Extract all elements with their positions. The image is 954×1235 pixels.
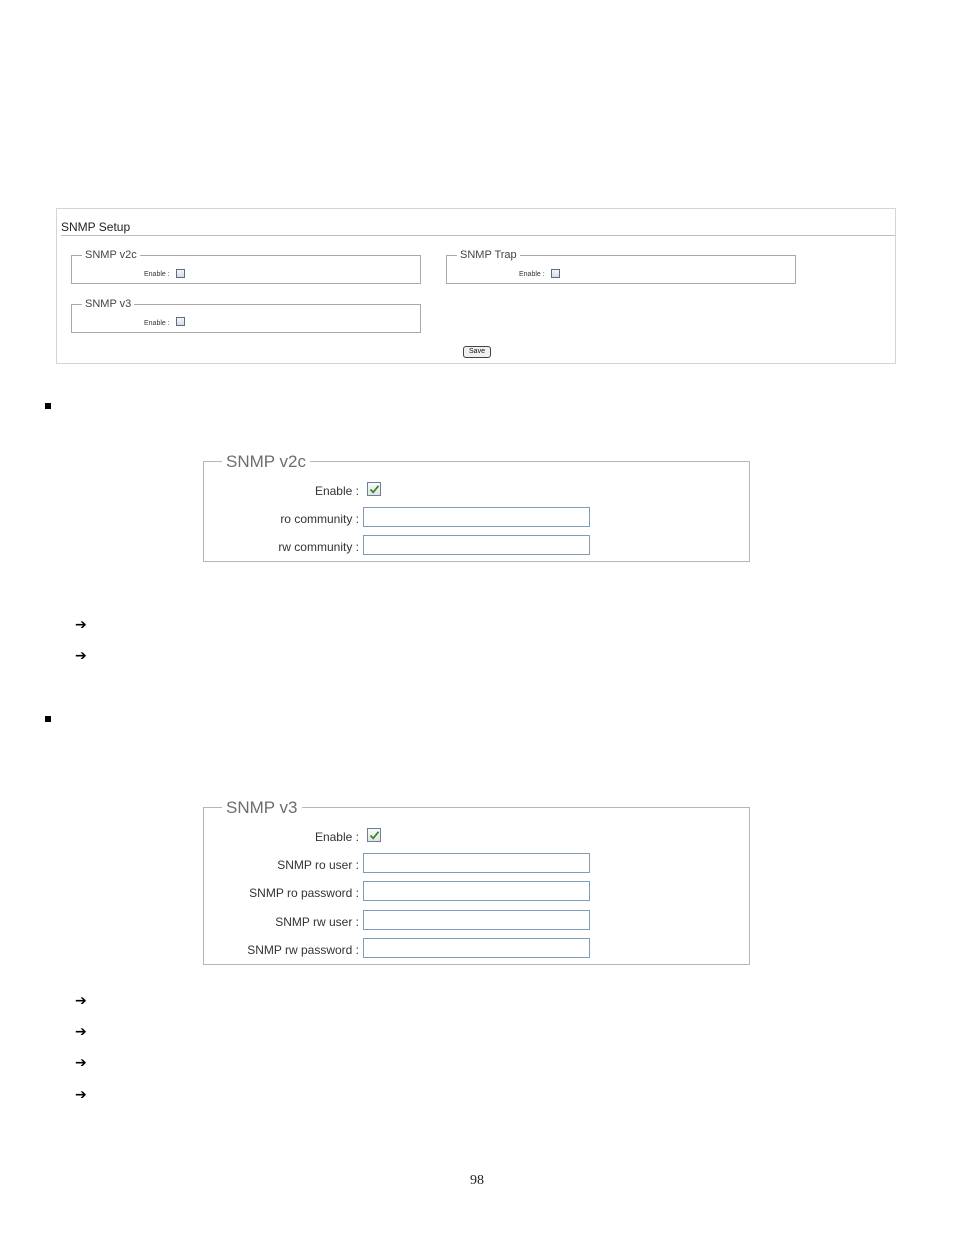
- arrow-right-icon: ➔: [75, 1024, 87, 1040]
- snmp-v3-fieldset: [71, 298, 421, 333]
- v2c-enable-label: Enable :: [314, 484, 359, 498]
- v3-enable-checkbox[interactable]: [367, 828, 381, 842]
- ro-community-input[interactable]: [363, 507, 590, 527]
- snmp-ro-password-input[interactable]: [363, 881, 590, 901]
- arrow-right-icon: ➔: [75, 993, 87, 1009]
- snmp-rw-user-label: SNMP rw user :: [275, 915, 359, 929]
- snmp-trap-fieldset: [446, 249, 796, 284]
- checkmark-icon: [369, 484, 380, 495]
- snmp-trap-enable-checkbox[interactable]: [551, 269, 560, 278]
- snmp-trap-legend: SNMP Trap: [457, 248, 520, 262]
- arrow-right-icon: ➔: [75, 1087, 87, 1103]
- snmp-v3-enable-label: Enable :: [144, 320, 170, 327]
- rw-community-input[interactable]: [363, 535, 590, 555]
- snmp-v2c-enable-label: Enable :: [144, 271, 170, 278]
- snmp-v2c-enable-checkbox[interactable]: [176, 269, 185, 278]
- checkmark-icon: [369, 830, 380, 841]
- snmp-ro-user-input[interactable]: [363, 853, 590, 873]
- snmp-ro-user-label: SNMP ro user :: [277, 858, 359, 872]
- snmp-rw-user-input[interactable]: [363, 910, 590, 930]
- snmp-ro-password-label: SNMP ro password :: [249, 886, 359, 900]
- square-bullet-icon: [45, 403, 51, 409]
- page-number: 98: [470, 1173, 484, 1188]
- snmp-v3-enable-checkbox[interactable]: [176, 317, 185, 326]
- snmp-rw-password-input[interactable]: [363, 938, 590, 958]
- title-divider: [61, 235, 895, 236]
- snmp-rw-password-label: SNMP rw password :: [247, 943, 359, 957]
- arrow-right-icon: ➔: [75, 648, 87, 664]
- snmp-v2c-detail-fieldset: [203, 452, 750, 562]
- ro-community-label: ro community :: [280, 512, 359, 526]
- snmp-v3-detail-fieldset: [203, 798, 750, 965]
- arrow-right-icon: ➔: [75, 1055, 87, 1071]
- v2c-enable-checkbox[interactable]: [367, 482, 381, 496]
- snmp-setup-title: SNMP Setup: [61, 220, 131, 234]
- snmp-trap-enable-label: Enable :: [519, 271, 545, 278]
- snmp-v2c-detail-legend: SNMP v2c: [222, 452, 310, 472]
- arrow-right-icon: ➔: [75, 617, 87, 633]
- rw-community-label: rw community :: [278, 540, 359, 554]
- snmp-v3-detail-legend: SNMP v3: [222, 798, 302, 818]
- snmp-v2c-legend: SNMP v2c: [82, 248, 140, 262]
- save-button[interactable]: Save: [463, 346, 491, 358]
- snmp-setup-panel: [56, 208, 896, 364]
- square-bullet-icon: [45, 716, 51, 722]
- snmp-v2c-fieldset: [71, 249, 421, 284]
- snmp-v3-legend: SNMP v3: [82, 297, 134, 311]
- v3-enable-label: Enable :: [314, 830, 359, 844]
